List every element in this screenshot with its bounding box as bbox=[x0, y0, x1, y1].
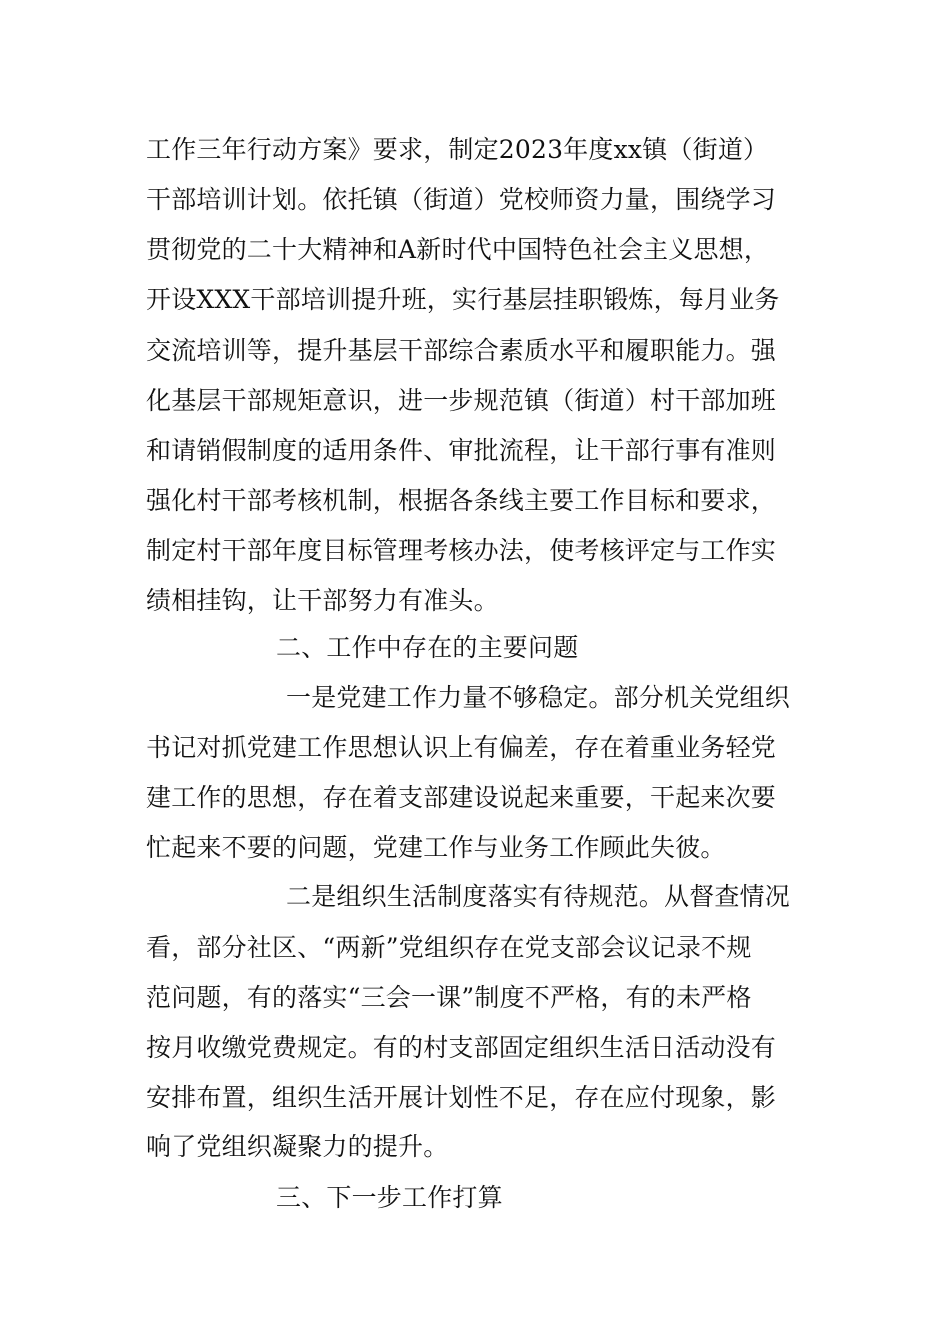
text-line: 响了党组织凝聚力的提升。 bbox=[146, 1132, 449, 1161]
text-line: 看，部分社区、“两新”党组织存在党支部会议记录不规 bbox=[146, 933, 752, 962]
text-line: 强化村干部考核机制，根据各条线主要工作目标和要求， bbox=[146, 486, 777, 515]
text-line: 交流培训等，提升基层干部综合素质水平和履职能力。强 bbox=[146, 336, 777, 365]
section-heading-main-problems: 二、工作中存在的主要问题 bbox=[276, 633, 579, 662]
text-line: 绩相挂钩，让干部努力有准头。 bbox=[146, 586, 499, 615]
text-line: 忙起来不要的问题，党建工作与业务工作顾此失彼。 bbox=[146, 833, 726, 862]
text-line: 贯彻党的二十大精神和A新时代中国特色社会主义思想， bbox=[146, 235, 770, 264]
section-heading-next-steps: 三、下一步工作打算 bbox=[276, 1183, 503, 1212]
text-line: 书记对抓党建工作思想认识上有偏差，存在着重业务轻党 bbox=[146, 733, 777, 762]
text-line: 二是组织生活制度落实有待规范。从督查情况 bbox=[286, 882, 791, 911]
text-line: 化基层干部规矩意识，进一步规范镇（街道）村干部加班 bbox=[146, 386, 777, 415]
text-line: 安排布置，组织生活开展计划性不足，存在应付现象，影 bbox=[146, 1083, 777, 1112]
text-line: 建工作的思想，存在着支部建设说起来重要，干起来次要 bbox=[146, 783, 777, 812]
text-line: 工作三年行动方案》要求，制定2023年度xx镇（街道） bbox=[146, 135, 769, 164]
text-line: 和请销假制度的适用条件、审批流程，让干部行事有准则 bbox=[146, 436, 777, 465]
text-line: 一是党建工作力量不够稳定。部分机关党组织 bbox=[286, 683, 791, 712]
text-line: 按月收缴党费规定。有的村支部固定组织生活日活动没有 bbox=[146, 1033, 777, 1062]
text-line: 制定村干部年度目标管理考核办法，使考核评定与工作实 bbox=[146, 536, 777, 565]
text-line: 开设XXX干部培训提升班，实行基层挂职锻炼，每月业务 bbox=[146, 285, 780, 314]
text-line: 范问题，有的落实“三会一课”制度不严格，有的未严格 bbox=[146, 983, 752, 1012]
text-line: 干部培训计划。依托镇（街道）党校师资力量，围绕学习 bbox=[146, 185, 777, 214]
